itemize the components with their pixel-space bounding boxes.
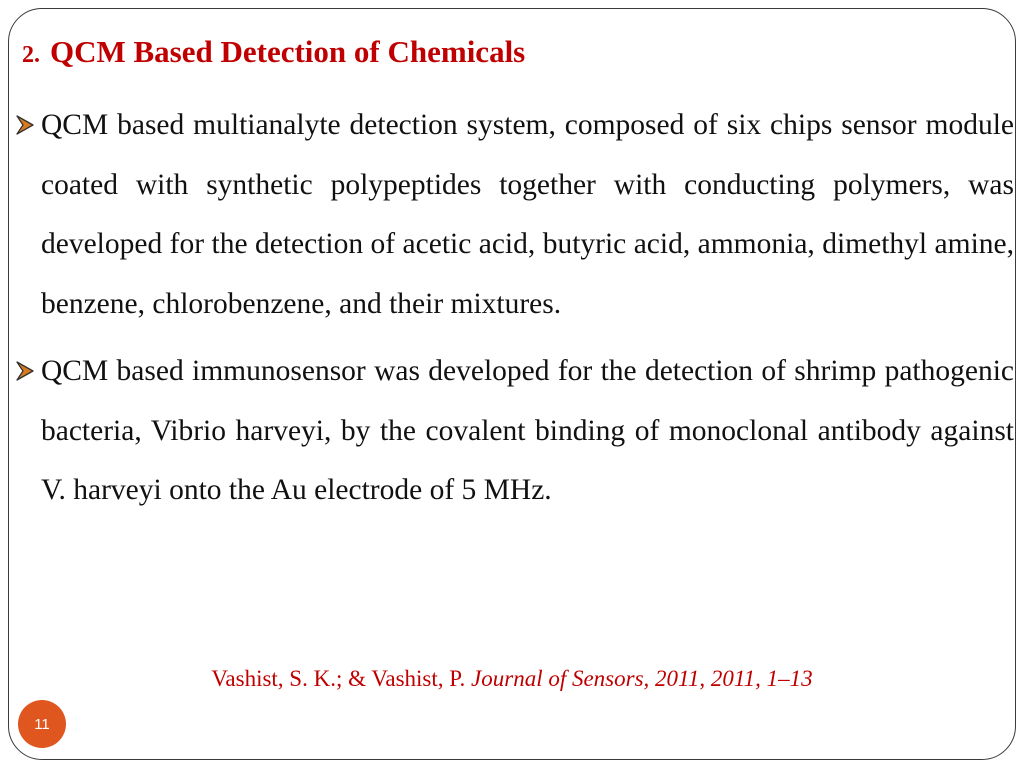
citation [0,666,1024,692]
bullet-item [14,96,1014,334]
arrow-bullet-icon [14,360,36,382]
title-text: QCM Based Detection of Chemicals [50,34,526,69]
arrow-bullet-icon [14,114,36,136]
page-number-badge: 11 [18,700,66,748]
slide-title [22,34,525,70]
citation-journal: Journal of Sensors, 2011, 2011, 1–13 [471,666,813,691]
bullet-item [14,342,1014,521]
bullet-text: QCM based immunosensor was developed for the detection of shrimp pathogenic bacteria, Vibrio harveyi, by the covalent binding of monoclonal antibody against V. harveyi onto the Au electrode of 5 MHz. [41,355,1014,506]
title-number: 2. [22,42,40,68]
bullet-text: QCM based multianalyte detection system, composed of six chips sensor module coated with synthetic polypeptides together with conducting polymers, was developed for the detection of acetic acid, butyric acid, ammonia, dimethyl amine, benzene, chlorobenzene, and their mixtures. [41,109,1014,320]
bullet-list [14,96,1014,521]
citation-authors: Vashist, S. K.; & Vashist, P. [211,666,472,691]
